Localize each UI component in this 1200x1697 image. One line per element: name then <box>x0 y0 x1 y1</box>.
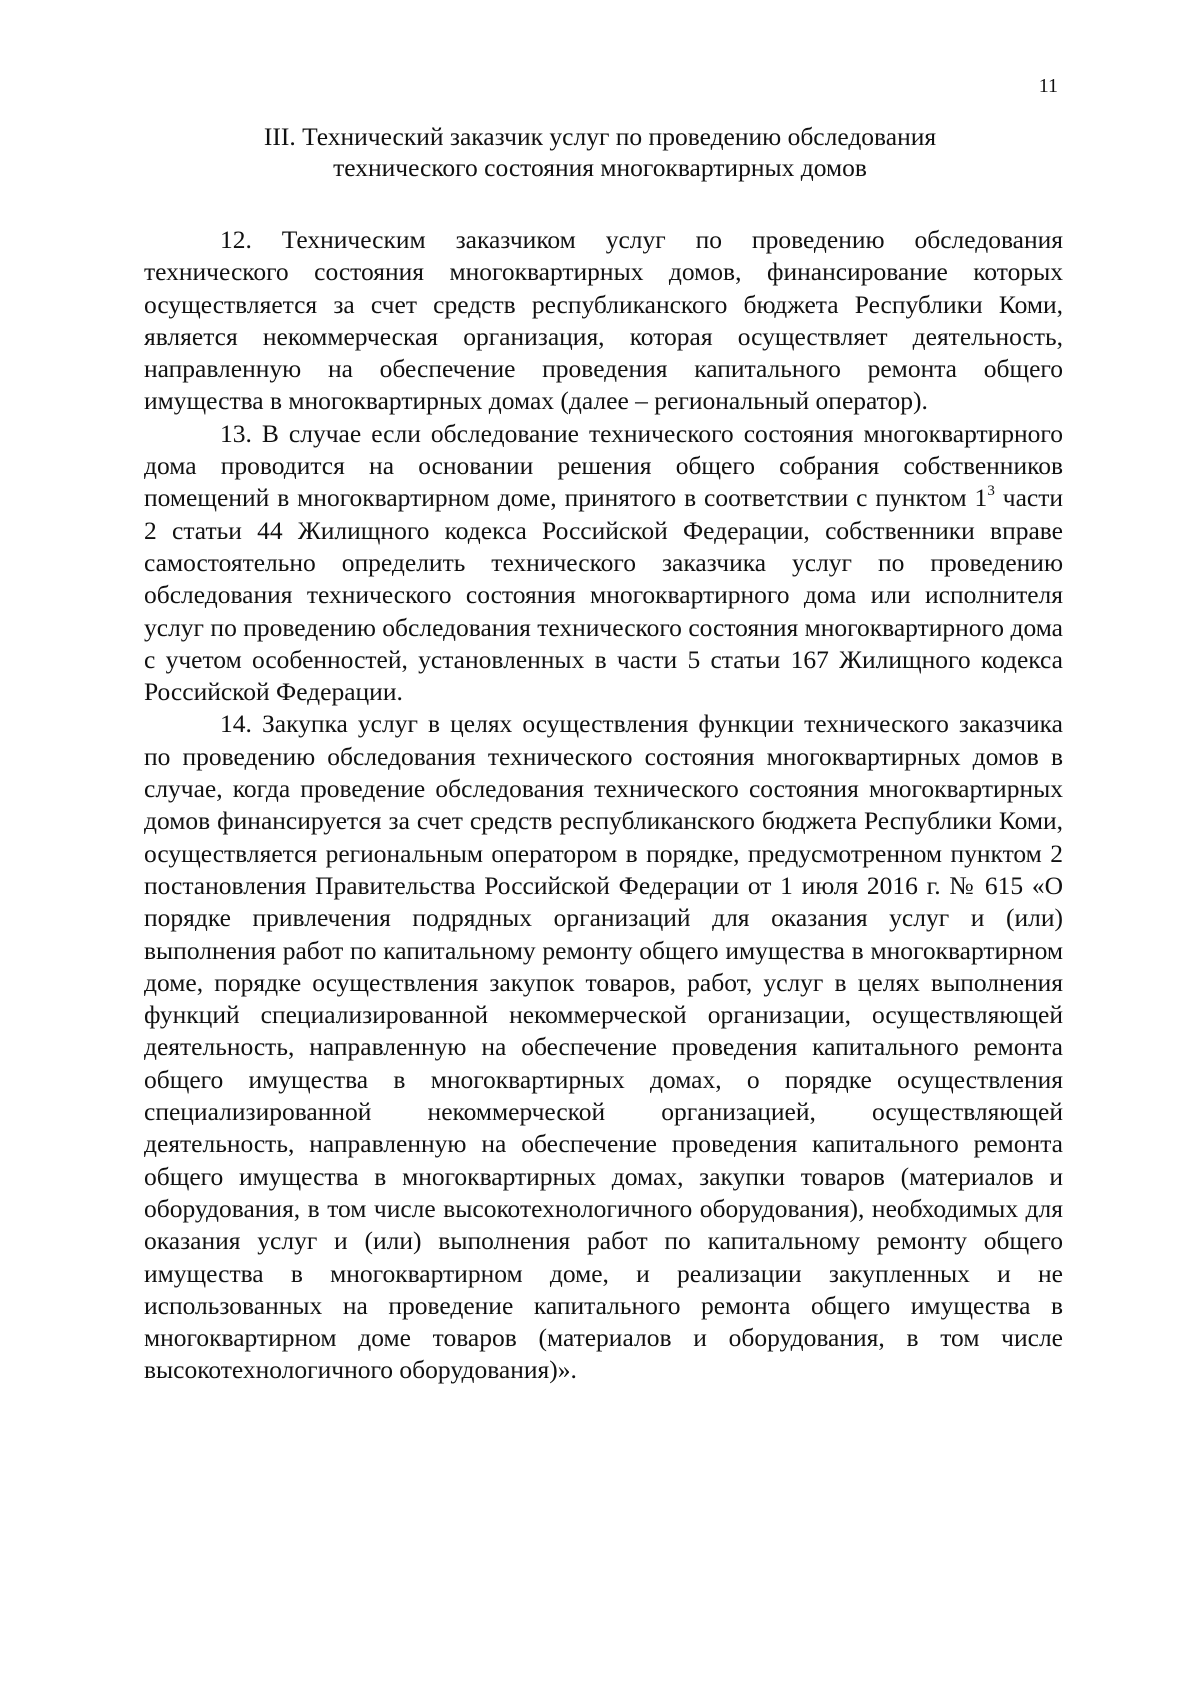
paragraph-13-text-start: 13. В случае если обследование технического состояния многоквартирного дома проводится на основании решения общего собрания собственников помещений в многоквартирном доме, принятого в соответствии с пунктом 1 <box>144 418 1063 513</box>
paragraph-12: 12. Техническим заказчиком услуг по проведению обследования технического состояния многоквартирных домов, финансирование которых осуществляется за счет средств республиканского бюджета Республики Коми, является некоммерческая организация, которая осуществляет деятельность, направленную на обеспечение проведения капитального ремонта общего имущества в многоквартирных домах (далее – региональный оператор). <box>144 225 1063 416</box>
paragraph-13-text-end: части 2 статьи 44 Жилищного кодекса Российской Федерации, собственники вправе самостоятельно определить технического заказчика услуг по проведению обследования технического состояния многоквартирного дома или исполнителя услуг по проведению обследования технического состояния многоквартирного дома с учетом особенностей, установленных в части 5 статьи 167 Жилищного кодекса Российской Федерации. <box>144 483 1063 707</box>
page-number: 11 <box>1038 75 1058 97</box>
section-heading-line-2: технического состояния многоквартирных домов <box>333 153 867 182</box>
superscript-3: 3 <box>987 482 995 499</box>
section-heading <box>150 121 1050 183</box>
paragraph-13 <box>144 418 1063 709</box>
section-heading-line-1: III. Технический заказчик услуг по проведению обследования <box>263 122 937 151</box>
document-body <box>144 224 1063 1387</box>
paragraph-14: 14. Закупка услуг в целях осуществления функции технического заказчика по проведению обследования технического состояния многоквартирных домов в случае, когда проведение обследования технического состояния многоквартирных домов финансируется за счет средств республиканского бюджета Республики Коми, осуществляется региональным оператором в порядке, предусмотренном пунктом 2 постановления Правительства Российской Федерации от 1 июля 2016 г. № 615 «О порядке привлечения подрядных организаций для оказания услуг и (или) выполнения работ по капитальному ремонту общего имущества в многоквартирном доме, порядке осуществления закупок товаров, работ, услуг в целях выполнения функций специализированной некоммерческой организации, осуществляющей деятельность, направленную на обеспечение проведения капитального ремонта общего имущества в многоквартирных домах, о порядке осуществления специализированной некоммерческой организацией, осуществляющей деятельность, направленную на обеспечение проведения капитального ремонта общего имущества в многоквартирных домах, закупки товаров (материалов и оборудования, в том числе высокотехнологичного оборудования), необходимых для оказания услуг и (или) выполнения работ по капитальному ремонту общего имущества в многоквартирном доме, и реализации закупленных и не использованных на проведение капитального ремонта общего имущества в многоквартирном доме товаров (материалов и оборудования, в том числе высокотехнологичного оборудования)». <box>144 709 1063 1385</box>
